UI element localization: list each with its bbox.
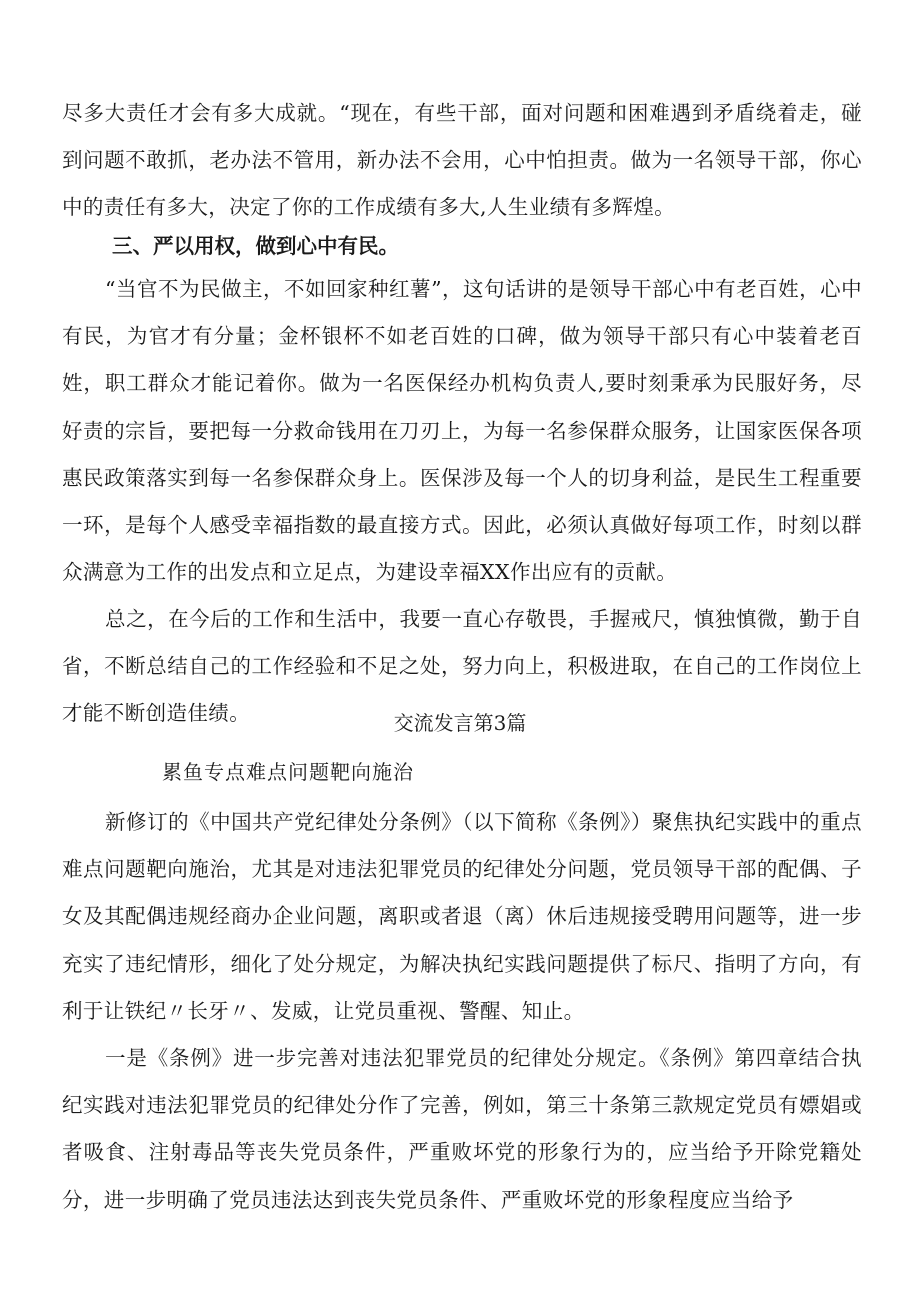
paragraph-point-one: 一是《条例》进一步完善对违法犯罪党员的纪律处分规定。《条例》第四章结合执纪实践对违法犯罪党员的纪律处分作了完善，例如，第三十条第三款规定党员有嫖娼或者吸食、注射毒品等丧失党员条件，严重败坏党的形象行为的，应当给予开除党籍处分，进一步明确了党员违法达到丧失党员条件、严重败坏党的形象程度应当给予 xyxy=(62,1046,862,1212)
paragraph-responsibility: 尽多大责任才会有多大成就。“现在，有些干部，面对问题和困难遇到矛盾绕着走，碰到问题不敢抓，老办法不管用，新办法不会用，心中怕担责。做为一名领导干部，你心中的责任有多大，决定了你的工作成绩有多大,人生业绩有多辉煌。 xyxy=(62,101,862,220)
paragraph-conclusion: 总之，在今后的工作和生活中，我要一直心存敬畏，手握戒尺，慎独慎微，勤于自省，不断总结自己的工作经验和不足之处，努力向上，积极进取，在自己的工作岗位上才能不断创造佳绩。 xyxy=(62,607,862,726)
section-subtitle: 累鱼专点难点问题靶向施治 xyxy=(162,760,414,784)
paragraph-regulations: 新修订的《中国共产党纪律处分条例》（以下简称《条例》）聚焦执纪实践中的重点难点问题靶向施治，尤其是对违法犯罪党员的纪律处分问题，党员领导干部的配偶、子女及其配偶违规经商办企业问题，离职或者退（离）休后违规接受聘用问题等，进一步充实了违纪情形，细化了处分规定，为解决执纪实践问题提供了标尺、指明了方向，有利于让铁纪〃长牙〃、发威，让党员重视、警醒、知止。 xyxy=(62,810,862,1023)
section-title: 交流发言第3篇 xyxy=(393,711,527,735)
section-heading-three: 三、严以用权，做到心中有民。 xyxy=(112,234,399,258)
paragraph-people: “当官不为民做主，不如回家种红薯”，这句话讲的是领导干部心中有老百姓，心中有民，为官才有分量；金杯银杯不如老百姓的口碑，做为领导干部只有心中装着老百姓，职工群众才能记着你。做为一名医保经办机构负责人,要时刻秉承为民服好务，尽好责的宗旨，要把每一分救命钱用在刀刃上，为每一名参保群众服务，让国家医保各项惠民政策落实到每一名参保群众身上。医保涉及每一个人的切身利益，是民生工程重要一环，是每个人感受幸福指数的最直接方式。因此，必须认真做好每项工作，时刻以群众满意为工作的出发点和立足点，为建设幸福XX作出应有的贡献。 xyxy=(62,277,862,585)
